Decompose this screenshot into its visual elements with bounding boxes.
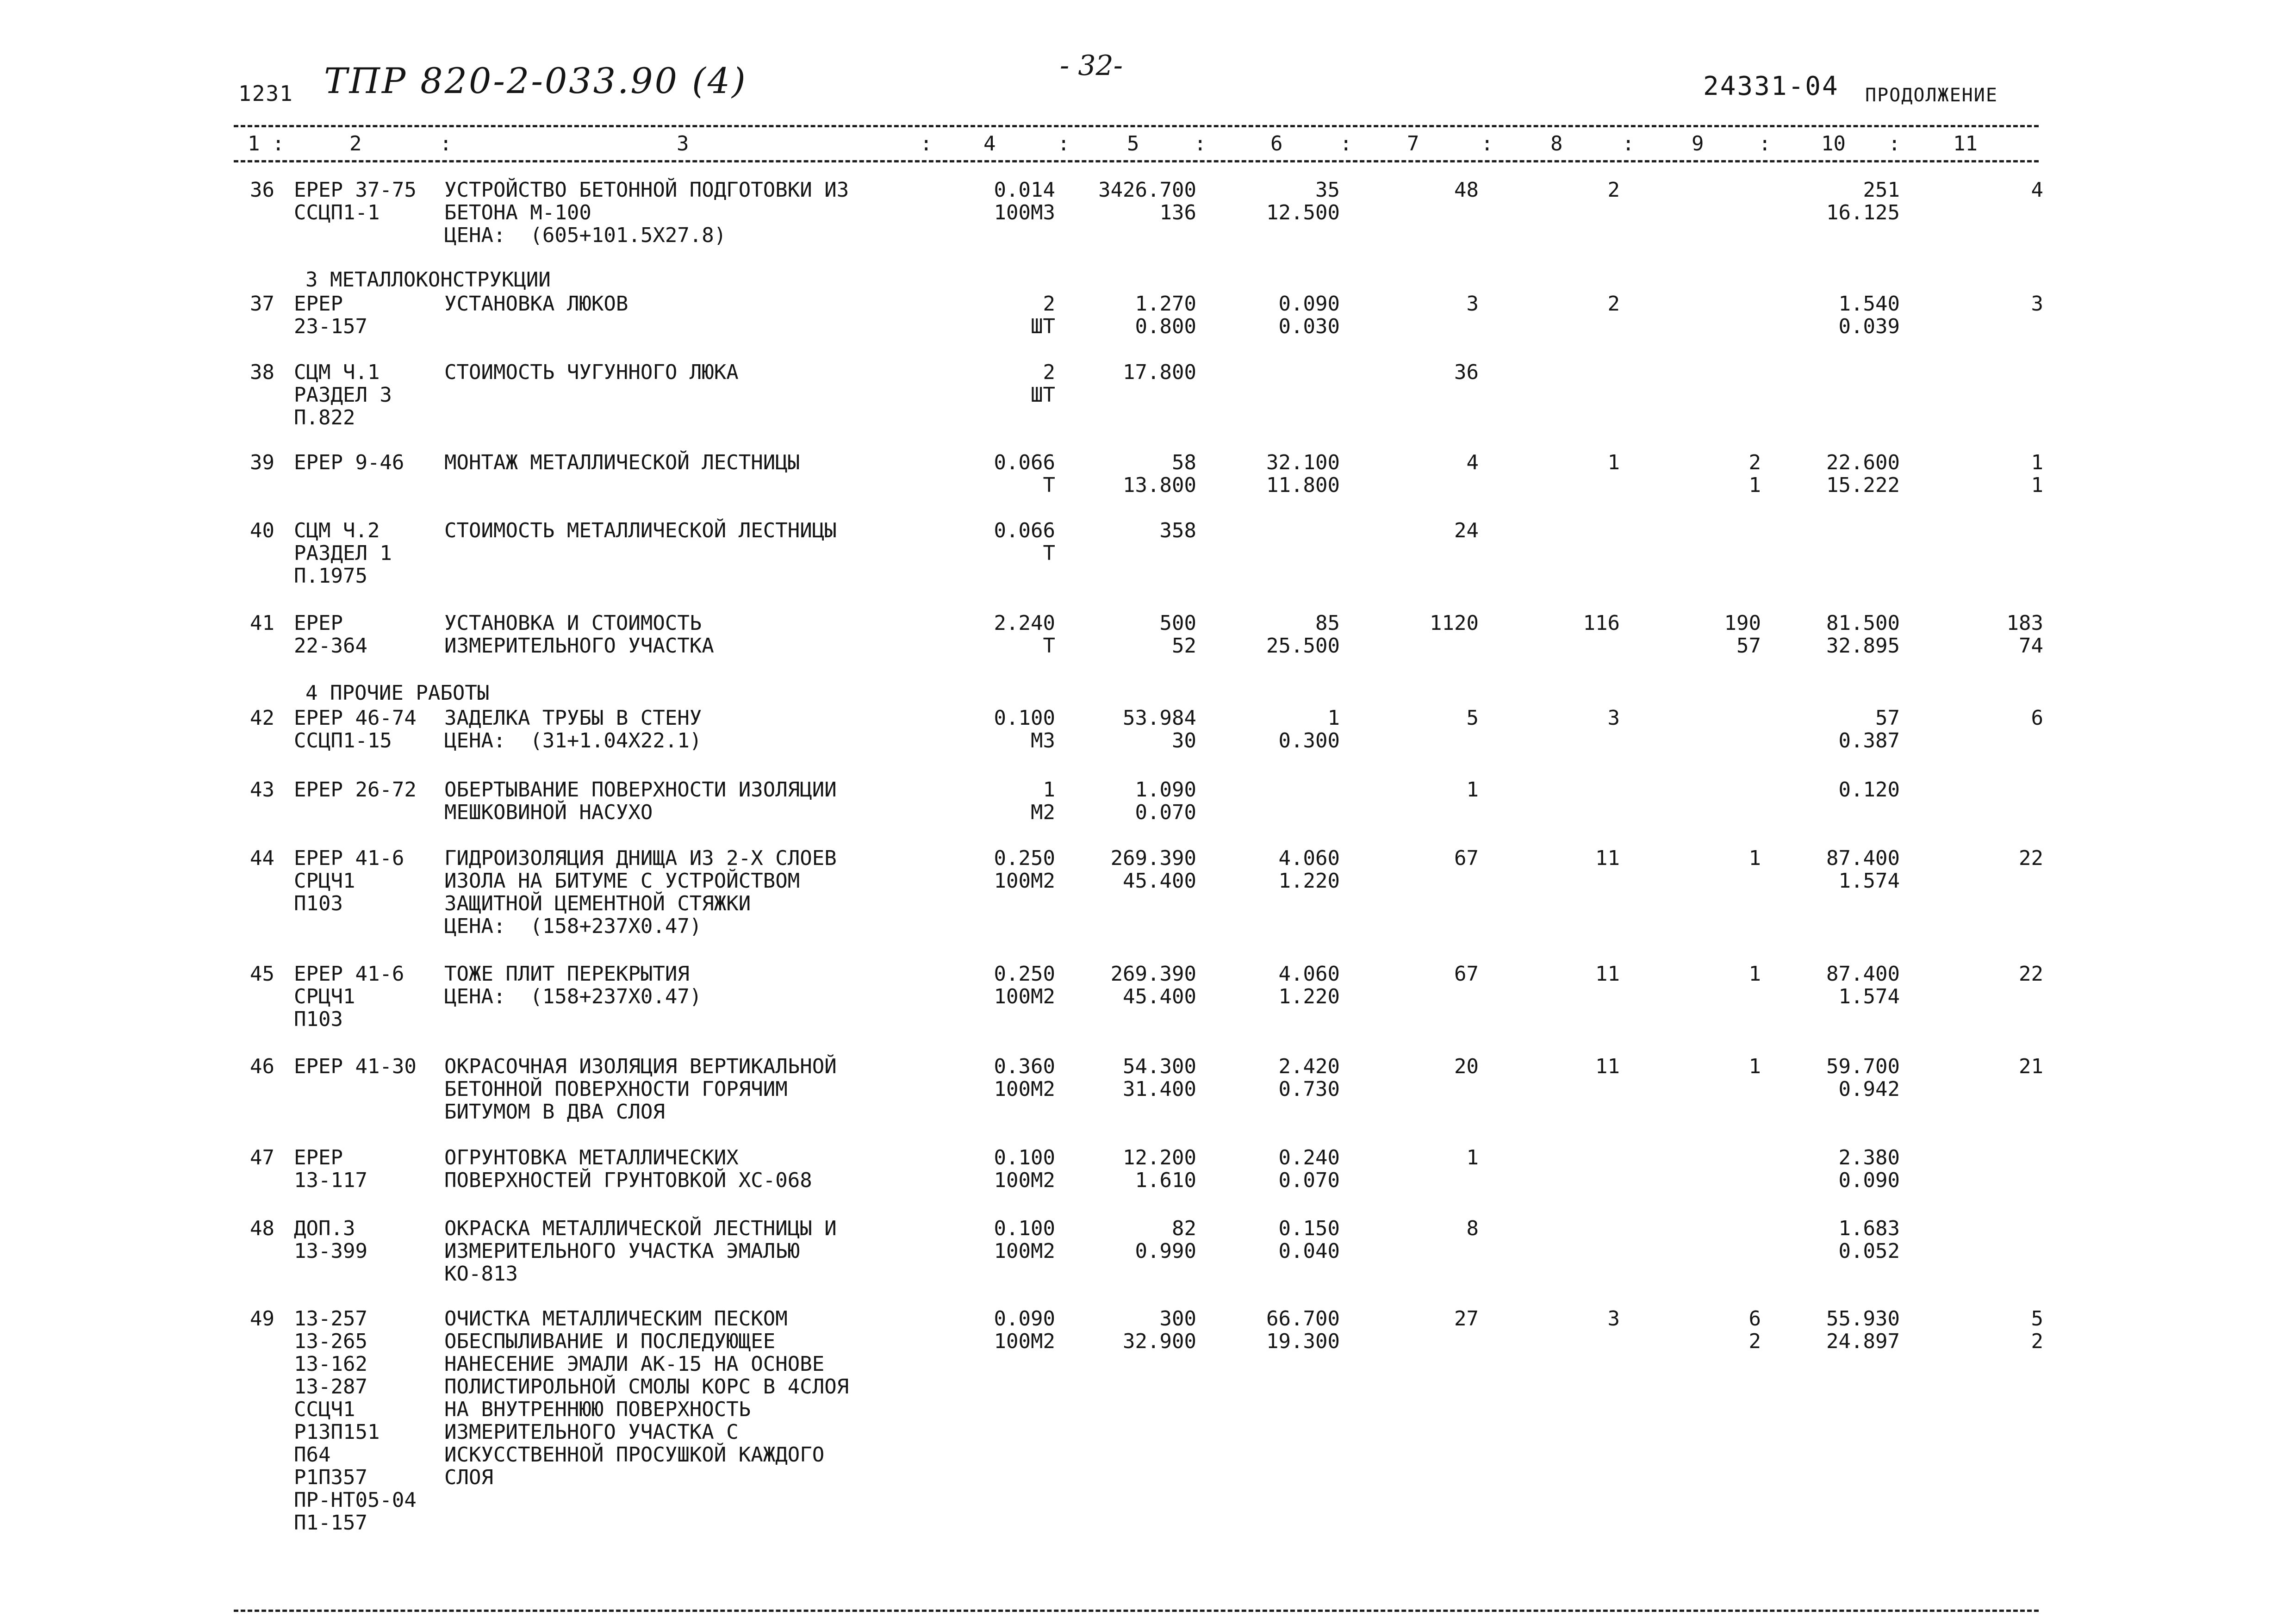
section-heading: 4 ПРОЧИЕ РАБОТЫ <box>305 681 490 705</box>
column-6-value: 66.700 <box>1266 1307 1340 1331</box>
work-description: ИЗОЛА НА БИТУМЕ С УСТРОЙСТВОМ <box>444 869 800 893</box>
column-4-value: 100М2 <box>994 869 1055 893</box>
price-code: ССЦП1-1 <box>294 201 380 224</box>
column-5-value: 13.800 <box>1123 473 1196 497</box>
work-description: БЕТОННОЙ ПОВЕРХНОСТИ ГОРЯЧИМ <box>444 1077 788 1101</box>
column-4-value: 2 <box>1043 361 1055 384</box>
price-code: П103 <box>294 1007 343 1031</box>
column-11-value: 183 <box>2006 611 2043 635</box>
column-header: 2 <box>349 132 362 155</box>
column-5-value: 0.990 <box>1135 1239 1196 1263</box>
column-4-value: 0.100 <box>994 706 1055 730</box>
column-header: 11 <box>1953 132 1978 155</box>
page-number: - 32- <box>1060 50 1123 82</box>
column-4-value: 0.014 <box>994 178 1055 202</box>
column-6-value: 1 <box>1327 706 1340 730</box>
column-7-value: 5 <box>1466 706 1479 730</box>
column-4-value: Т <box>1043 541 1055 565</box>
column-7-value: 67 <box>1454 846 1479 870</box>
continuation-label: ПРОДОЛЖЕНИЕ <box>1865 85 1998 106</box>
column-7-value: 1 <box>1466 778 1479 802</box>
work-description: БЕТОНА М-100 <box>444 201 591 224</box>
work-description: МЕШКОВИНОЙ НАСУХО <box>444 801 653 824</box>
column-5-value: 32.900 <box>1123 1330 1196 1353</box>
work-description: ОКРАСОЧНАЯ ИЗОЛЯЦИЯ ВЕРТИКАЛЬНОЙ <box>444 1055 837 1078</box>
column-header: 4 <box>983 132 996 155</box>
column-4-value: 0.100 <box>994 1146 1055 1169</box>
column-4-value: 2 <box>1043 292 1055 316</box>
column-5-value: 17.800 <box>1123 361 1196 384</box>
footer-rule <box>234 1610 2039 1612</box>
price-code: ССЦП1-15 <box>294 729 392 752</box>
column-10-value: 0.039 <box>1838 315 1900 338</box>
column-11-value: 1 <box>2031 473 2043 497</box>
price-code: ЕРЕР <box>294 611 343 635</box>
work-description: СЛОЯ <box>444 1466 493 1489</box>
column-header: : <box>1888 132 1901 155</box>
work-description: ЦЕНА: (605+101.5Х27.8) <box>444 224 727 247</box>
work-description: ИСКУССТВЕННОЙ ПРОСУШКОЙ КАЖДОГО <box>444 1443 825 1467</box>
column-4-value: 0.360 <box>994 1055 1055 1078</box>
column-10-value: 81.500 <box>1826 611 1900 635</box>
price-code: Р1П357 <box>294 1466 367 1489</box>
column-6-value: 1.220 <box>1278 985 1340 1008</box>
column-6-value: 0.070 <box>1278 1169 1340 1192</box>
column-5-value: 136 <box>1159 201 1196 224</box>
row-number: 49 <box>250 1307 274 1331</box>
work-description: МОНТАЖ МЕТАЛЛИЧЕСКОЙ ЛЕСТНИЦЫ <box>444 451 800 474</box>
column-11-value: 21 <box>2019 1055 2043 1078</box>
column-5-value: 500 <box>1159 611 1196 635</box>
sheet-number: 1231 <box>238 81 293 106</box>
price-code: ЕРЕР 37-75 <box>294 178 417 202</box>
work-description: ГИДРОИЗОЛЯЦИЯ ДНИЩА ИЗ 2-Х СЛОЕВ <box>444 846 837 870</box>
column-header: 1 : <box>248 132 285 155</box>
row-number: 45 <box>250 962 274 986</box>
price-code: П103 <box>294 892 343 915</box>
column-5-value: 1.610 <box>1135 1169 1196 1192</box>
column-11-value: 1 <box>2031 451 2043 474</box>
column-6-value: 25.500 <box>1266 634 1340 658</box>
price-code: ЕРЕР 9-46 <box>294 451 404 474</box>
column-header: 9 <box>1692 132 1704 155</box>
work-description: КО-813 <box>444 1262 518 1286</box>
column-4-value: 0.066 <box>994 519 1055 542</box>
work-description: УСТАНОВКА ЛЮКОВ <box>444 292 628 316</box>
column-7-value: 67 <box>1454 962 1479 986</box>
row-number: 47 <box>250 1146 274 1169</box>
column-4-value: 100М2 <box>994 1169 1055 1192</box>
column-4-value: М2 <box>1031 801 1055 824</box>
column-10-value: 59.700 <box>1826 1055 1900 1078</box>
column-header: : <box>1622 132 1635 155</box>
row-number: 48 <box>250 1217 274 1240</box>
column-5-value: 300 <box>1159 1307 1196 1331</box>
column-6-value: 0.040 <box>1278 1239 1340 1263</box>
column-9-value: 6 <box>1748 1307 1761 1331</box>
work-description: ОБЕСПЫЛИВАНИЕ И ПОСЛЕДУЮЩЕЕ <box>444 1330 776 1353</box>
work-description: ПОВЕРХНОСТЕЙ ГРУНТОВКОЙ ХС-068 <box>444 1169 812 1192</box>
price-code: ЕРЕР 41-6 <box>294 962 404 986</box>
work-description: НА ВНУТРЕННЮЮ ПОВЕРХНОСТЬ <box>444 1398 751 1421</box>
column-11-value: 6 <box>2031 706 2043 730</box>
column-6-value: 2.420 <box>1278 1055 1340 1078</box>
column-header: : <box>1058 132 1070 155</box>
column-7-value: 24 <box>1454 519 1479 542</box>
column-5-value: 52 <box>1172 634 1196 658</box>
column-5-value: 269.390 <box>1110 846 1196 870</box>
price-code: СЦМ Ч.1 <box>294 361 380 384</box>
column-5-value: 45.400 <box>1123 985 1196 1008</box>
work-description: ЗАДЕЛКА ТРУБЫ В СТЕНУ <box>444 706 702 730</box>
price-code: ЕРЕР 26-72 <box>294 778 417 802</box>
column-10-value: 0.387 <box>1838 729 1900 752</box>
price-code: ЕРЕР 41-6 <box>294 846 404 870</box>
section-heading: 3 МЕТАЛЛОКОНСТРУКЦИИ <box>305 268 551 292</box>
column-10-value: 87.400 <box>1826 846 1900 870</box>
column-4-value: 100М2 <box>994 985 1055 1008</box>
column-9-value: 1 <box>1748 473 1761 497</box>
column-5-value: 3426.700 <box>1098 178 1196 202</box>
row-number: 36 <box>250 178 274 202</box>
column-4-value: ШТ <box>1031 383 1055 407</box>
column-10-value: 0.052 <box>1838 1239 1900 1263</box>
header-rule-bottom <box>234 160 2039 162</box>
price-code: 13-257 <box>294 1307 367 1331</box>
work-description: ОЧИСТКА МЕТАЛЛИЧЕСКИМ ПЕСКОМ <box>444 1307 788 1331</box>
column-7-value: 27 <box>1454 1307 1479 1331</box>
column-4-value: Т <box>1043 634 1055 658</box>
column-10-value: 0.942 <box>1838 1077 1900 1101</box>
column-header: 7 <box>1407 132 1419 155</box>
column-5-value: 82 <box>1172 1217 1196 1240</box>
column-5-value: 45.400 <box>1123 869 1196 893</box>
column-header: : <box>1340 132 1352 155</box>
column-5-value: 358 <box>1159 519 1196 542</box>
row-number: 38 <box>250 361 274 384</box>
column-10-value: 16.125 <box>1826 201 1900 224</box>
column-10-value: 55.930 <box>1826 1307 1900 1331</box>
price-code: СРЦЧ1 <box>294 869 355 893</box>
column-10-value: 0.120 <box>1838 778 1900 802</box>
column-11-value: 2 <box>2031 1330 2043 1353</box>
row-number: 44 <box>250 846 274 870</box>
column-5-value: 0.800 <box>1135 315 1196 338</box>
column-10-value: 15.222 <box>1826 473 1900 497</box>
column-10-value: 32.895 <box>1826 634 1900 658</box>
work-description: ОКРАСКА МЕТАЛЛИЧЕСКОЙ ЛЕСТНИЦЫ И <box>444 1217 837 1240</box>
row-number: 43 <box>250 778 274 802</box>
column-10-value: 87.400 <box>1826 962 1900 986</box>
column-6-value: 0.150 <box>1278 1217 1340 1240</box>
column-7-value: 1 <box>1466 1146 1479 1169</box>
work-description: НАНЕСЕНИЕ ЭМАЛИ АК-15 НА ОСНОВЕ <box>444 1352 825 1376</box>
column-11-value: 22 <box>2019 962 2043 986</box>
column-header: 8 <box>1550 132 1563 155</box>
column-4-value: 2.240 <box>994 611 1055 635</box>
column-6-value: 0.090 <box>1278 292 1340 316</box>
price-code: Р13П151 <box>294 1420 380 1444</box>
column-5-value: 12.200 <box>1123 1146 1196 1169</box>
document-code: ТПР 820-2-033.90 (4) <box>324 60 747 101</box>
column-10-value: 1.683 <box>1838 1217 1900 1240</box>
price-code: ЕРЕР 41-30 <box>294 1055 417 1078</box>
column-5-value: 30 <box>1172 729 1196 752</box>
column-5-value: 54.300 <box>1123 1055 1196 1078</box>
column-10-value: 251 <box>1863 178 1900 202</box>
price-code: РАЗДЕЛ 3 <box>294 383 392 407</box>
column-8-value: 116 <box>1583 611 1620 635</box>
column-10-value: 1.574 <box>1838 985 1900 1008</box>
work-description: ЦЕНА: (158+237Х0.47) <box>444 985 702 1008</box>
column-6-value: 85 <box>1315 611 1340 635</box>
column-6-value: 11.800 <box>1266 473 1340 497</box>
column-6-value: 4.060 <box>1278 962 1340 986</box>
column-6-value: 32.100 <box>1266 451 1340 474</box>
column-4-value: 100М2 <box>994 1077 1055 1101</box>
column-8-value: 3 <box>1607 706 1620 730</box>
price-code: СРЦЧ1 <box>294 985 355 1008</box>
row-number: 37 <box>250 292 274 316</box>
column-5-value: 0.070 <box>1135 801 1196 824</box>
column-5-value: 1.270 <box>1135 292 1196 316</box>
column-6-value: 19.300 <box>1266 1330 1340 1353</box>
column-header: 6 <box>1270 132 1283 155</box>
column-11-value: 74 <box>2019 634 2043 658</box>
work-description: УСТРОЙСТВО БЕТОННОЙ ПОДГОТОВКИ ИЗ <box>444 178 849 202</box>
column-10-value: 0.090 <box>1838 1169 1900 1192</box>
price-code: 22-364 <box>294 634 367 658</box>
column-7-value: 20 <box>1454 1055 1479 1078</box>
work-description: ТОЖЕ ПЛИТ ПЕРЕКРЫТИЯ <box>444 962 690 986</box>
price-code: П.1975 <box>294 564 367 588</box>
column-9-value: 2 <box>1748 451 1761 474</box>
work-description: ПОЛИСТИРОЛЬНОЙ СМОЛЫ КОРС В 4СЛОЯ <box>444 1375 849 1399</box>
price-code: 13-399 <box>294 1239 367 1263</box>
work-description: ОГРУНТОВКА МЕТАЛЛИЧЕСКИХ <box>444 1146 739 1169</box>
column-7-value: 48 <box>1454 178 1479 202</box>
column-6-value: 4.060 <box>1278 846 1340 870</box>
row-number: 39 <box>250 451 274 474</box>
column-5-value: 269.390 <box>1110 962 1196 986</box>
column-8-value: 11 <box>1595 846 1620 870</box>
column-8-value: 11 <box>1595 1055 1620 1078</box>
column-11-value: 22 <box>2019 846 2043 870</box>
column-5-value: 31.400 <box>1123 1077 1196 1101</box>
price-code: 13-265 <box>294 1330 367 1353</box>
column-header: : <box>1481 132 1493 155</box>
column-6-value: 35 <box>1315 178 1340 202</box>
column-8-value: 1 <box>1607 451 1620 474</box>
column-8-value: 2 <box>1607 178 1620 202</box>
column-4-value: 0.250 <box>994 846 1055 870</box>
column-4-value: 0.066 <box>994 451 1055 474</box>
work-description: ЦЕНА: (31+1.04Х22.1) <box>444 729 702 752</box>
work-description: ЗАЩИТНОЙ ЦЕМЕНТНОЙ СТЯЖКИ <box>444 892 751 915</box>
column-4-value: 0.250 <box>994 962 1055 986</box>
column-header: : <box>1194 132 1207 155</box>
column-8-value: 11 <box>1595 962 1620 986</box>
column-9-value: 1 <box>1748 846 1761 870</box>
column-9-value: 1 <box>1748 962 1761 986</box>
work-description: ИЗМЕРИТЕЛЬНОГО УЧАСТКА С <box>444 1420 739 1444</box>
column-4-value: М3 <box>1031 729 1055 752</box>
header-rule-top <box>234 125 2039 127</box>
price-code: П64 <box>294 1443 331 1467</box>
column-9-value: 190 <box>1724 611 1761 635</box>
column-header: 5 <box>1127 132 1139 155</box>
price-code: ПР-НТ05-04 <box>294 1488 417 1512</box>
column-4-value: Т <box>1043 473 1055 497</box>
column-8-value: 3 <box>1607 1307 1620 1331</box>
column-4-value: ШТ <box>1031 315 1055 338</box>
column-7-value: 4 <box>1466 451 1479 474</box>
column-10-value: 1.574 <box>1838 869 1900 893</box>
column-9-value: 57 <box>1736 634 1761 658</box>
work-description: ОБЕРТЫВАНИЕ ПОВЕРХНОСТИ ИЗОЛЯЦИИ <box>444 778 837 802</box>
work-description: СТОИМОСТЬ ЧУГУННОГО ЛЮКА <box>444 361 739 384</box>
column-4-value: 1 <box>1043 778 1055 802</box>
column-6-value: 12.500 <box>1266 201 1340 224</box>
column-7-value: 3 <box>1466 292 1479 316</box>
price-code: П.822 <box>294 406 355 429</box>
column-7-value: 36 <box>1454 361 1479 384</box>
column-4-value: 0.090 <box>994 1307 1055 1331</box>
column-6-value: 1.220 <box>1278 869 1340 893</box>
price-code: ЕРЕР <box>294 1146 343 1169</box>
column-header: : <box>440 132 452 155</box>
column-4-value: 0.100 <box>994 1217 1055 1240</box>
work-description: СТОИМОСТЬ МЕТАЛЛИЧЕСКОЙ ЛЕСТНИЦЫ <box>444 519 837 542</box>
column-11-value: 3 <box>2031 292 2043 316</box>
column-header: : <box>1759 132 1771 155</box>
work-description: БИТУМОМ В ДВА СЛОЯ <box>444 1100 665 1124</box>
column-6-value: 0.730 <box>1278 1077 1340 1101</box>
work-description: ИЗМЕРИТЕЛЬНОГО УЧАСТКА <box>444 634 714 658</box>
column-5-value: 1.090 <box>1135 778 1196 802</box>
column-11-value: 4 <box>2031 178 2043 202</box>
column-7-value: 8 <box>1466 1217 1479 1240</box>
column-10-value: 22.600 <box>1826 451 1900 474</box>
price-code: 13-162 <box>294 1352 367 1376</box>
column-9-value: 2 <box>1748 1330 1761 1353</box>
price-code: РАЗДЕЛ 1 <box>294 541 392 565</box>
work-description: ЦЕНА: (158+237Х0.47) <box>444 914 702 938</box>
column-5-value: 58 <box>1172 451 1196 474</box>
price-code: П1-157 <box>294 1511 367 1535</box>
row-number: 46 <box>250 1055 274 1078</box>
column-header: 10 <box>1821 132 1846 155</box>
column-11-value: 5 <box>2031 1307 2043 1331</box>
album-number: 24331-04 <box>1703 71 1839 101</box>
price-code: ДОП.3 <box>294 1217 355 1240</box>
column-10-value: 2.380 <box>1838 1146 1900 1169</box>
column-header: : <box>920 132 933 155</box>
column-4-value: 100М2 <box>994 1239 1055 1263</box>
price-code: 23-157 <box>294 315 367 338</box>
price-code: 13-287 <box>294 1375 367 1399</box>
column-5-value: 53.984 <box>1123 706 1196 730</box>
column-header: 3 <box>677 132 689 155</box>
column-6-value: 0.300 <box>1278 729 1340 752</box>
column-10-value: 24.897 <box>1826 1330 1900 1353</box>
price-code: 13-117 <box>294 1169 367 1192</box>
work-description: ИЗМЕРИТЕЛЬНОГО УЧАСТКА ЭМАЛЬЮ <box>444 1239 800 1263</box>
column-6-value: 0.030 <box>1278 315 1340 338</box>
column-8-value: 2 <box>1607 292 1620 316</box>
price-code: ЕРЕР <box>294 292 343 316</box>
column-7-value: 1120 <box>1430 611 1479 635</box>
column-10-value: 57 <box>1875 706 1900 730</box>
price-code: СЦМ Ч.2 <box>294 519 380 542</box>
row-number: 42 <box>250 706 274 730</box>
row-number: 40 <box>250 519 274 542</box>
column-4-value: 100М3 <box>994 201 1055 224</box>
column-6-value: 0.240 <box>1278 1146 1340 1169</box>
column-10-value: 1.540 <box>1838 292 1900 316</box>
price-code: ССЦЧ1 <box>294 1398 355 1421</box>
price-code: ЕРЕР 46-74 <box>294 706 417 730</box>
column-9-value: 1 <box>1748 1055 1761 1078</box>
work-description: УСТАНОВКА И СТОИМОСТЬ <box>444 611 702 635</box>
column-4-value: 100М2 <box>994 1330 1055 1353</box>
row-number: 41 <box>250 611 274 635</box>
